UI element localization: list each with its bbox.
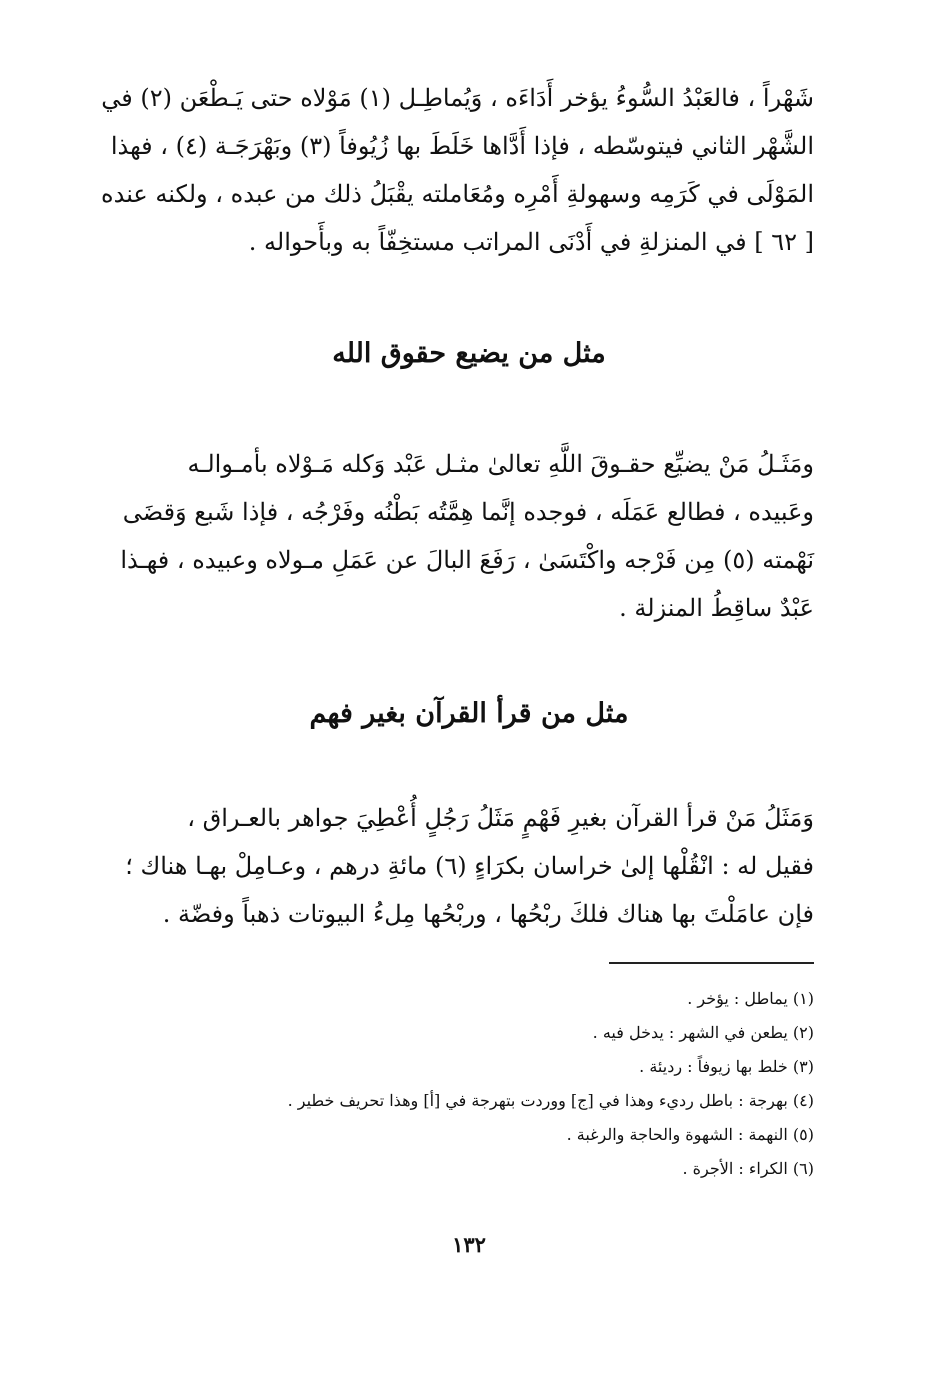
text-line: فقيل له : انْقُلْها إلىٰ خراسان بكرَاءٍ (٦) مائةِ درهم ، وعـامِلْ بهـا هناك ؛ (125, 852, 814, 880)
footnote-divider (609, 962, 814, 964)
text-line: شَهْراً ، فالعَبْدُ السُّوءُ يؤخر أَدَاءَه ، وَيُماطِـل (١) مَوْلاه حتى يَـطْعَن (٢) في (101, 84, 814, 112)
text-line: فإن عامَلْتَ بها هناك فلكَ ربْحُها ، وربْحُها مِلءُ البيوتات ذهباً وفضّة . (162, 900, 814, 928)
footnote: (٤) بهرجة : باطل رديء وهذا في [ج] ووردت بتهرجة في [أ] وهذا تحريف خطير . (287, 1091, 814, 1110)
text-line: وَمَثَلُ مَنْ قرأ القرآن بغيرِ فَهْمٍ مَثَلُ رَجُلٍ أُعْطِيَ جواهر بالعـراق ، (187, 804, 814, 832)
footnote: (٥) النهمة : الشهوة والحاجة والرغبة . (566, 1125, 814, 1144)
paragraph-3 (114, 794, 814, 938)
section-heading-1: مثل من يضيع حقوق الله (332, 338, 606, 369)
text-line: وعَبيده ، فطالع عَمَلَه ، فوجده إنَّما هِمَّتُه بَطْنُه وفَرْجُه ، فإذا شَبع وَقضَى (122, 498, 814, 526)
text-line: ومَثَـلُ مَنْ يضيِّع حقـوقَ اللَّهِ تعالىٰ مثـل عَبْد وَكله مَـوْلاه بأمـوالـه (187, 450, 814, 478)
footnotes-list (114, 982, 814, 1186)
page-number: ١٣٢ (452, 1232, 486, 1257)
paragraph-2 (114, 440, 814, 632)
paragraph-1 (101, 74, 814, 266)
section-heading-2: مثل من قرأ القرآن بغير فهم (309, 698, 629, 729)
footnote: (٣) خلط بها زيوفاً : رديئة . (639, 1057, 814, 1076)
text-line: عَبْدٌ ساقِطُ المنزلة . (619, 594, 814, 622)
text-line: المَوْلَى في كَرَمِه وسهولةِ أَمْرِه ومُعَاملته يقْبَلُ ذلك من عبده ، ولكنه عنده (101, 180, 814, 208)
footnote: (٦) الكراء : الأجرة . (682, 1159, 814, 1178)
text-line: الشَّهْر الثاني فيتوسّطه ، فإذا أَدَّاها خَلَطَ بها زُيُوفاً (٣) وبَهْرَجَـة (٤) ، فهذا (110, 132, 814, 160)
footnote: (١) يماطل : يؤخر . (687, 989, 814, 1008)
footnote: (٢) يطعن في الشهر : يدخل فيه . (592, 1023, 814, 1042)
text-line: نَهْمته (٥) مِن فَرْجه واكْتَسَىٰ ، رَفَعَ البالَ عن عَمَلِ مـولاه وعبيده ، فهـذا (120, 546, 814, 574)
text-line: [ ٦٢ ] في المنزلةِ في أَدْنَى المراتب مستخِفّاً به وبأَحواله . (248, 228, 814, 256)
